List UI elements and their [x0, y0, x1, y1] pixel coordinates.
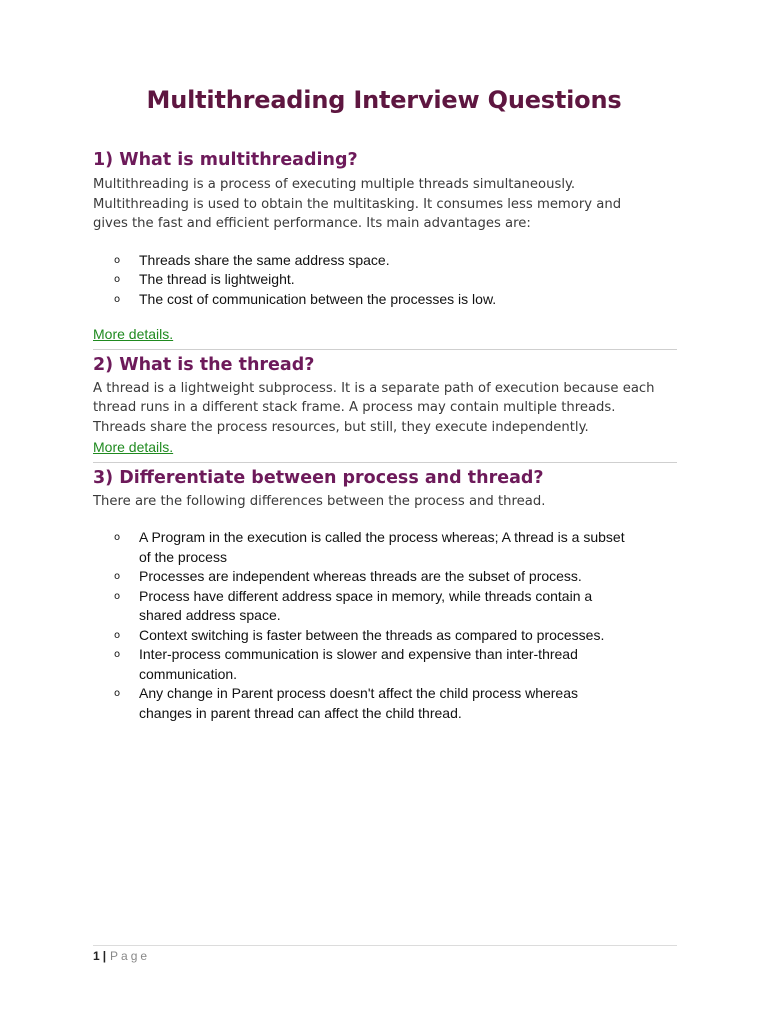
- advantages-list: [93, 251, 677, 310]
- question-3-heading: 3) Differentiate between process and thread?: [93, 467, 544, 488]
- question-1-paragraph: [93, 175, 677, 234]
- list-item: [93, 587, 677, 626]
- bullet-marker: o: [114, 590, 121, 602]
- list-item-text: Threads share the same address space.: [139, 251, 390, 268]
- list-item-text: Processes are independent whereas threads are the subset of process.: [139, 568, 582, 584]
- section-divider: [93, 462, 677, 463]
- more-details-link[interactable]: More details.: [93, 439, 174, 455]
- list-item: [93, 290, 677, 310]
- document-body: [93, 148, 677, 723]
- question-1-section: [93, 148, 677, 345]
- footer-divider: [93, 945, 677, 946]
- list-item-text: Any change in Parent process doesn't affect the child process whereas: [139, 685, 579, 701]
- question-2-paragraph: [93, 379, 677, 438]
- question-2-section: [93, 353, 677, 458]
- footer-separator: |: [102, 949, 107, 963]
- bullet-marker: o: [114, 293, 121, 305]
- page-label: Page: [110, 949, 151, 963]
- paragraph-line: Threads share the process resources, but still, they execute independently.: [93, 419, 589, 435]
- list-item-text: communication.: [139, 665, 238, 682]
- list-item-text: Process have different address space in memory, while threads contain a: [139, 587, 593, 604]
- list-item-text: Context switching is faster between the threads as compared to processes.: [139, 626, 605, 643]
- question-1-heading: 1) What is multithreading?: [93, 150, 358, 170]
- bullet-marker: o: [114, 571, 121, 582]
- list-item-text: The cost of communication between the processes is low.: [139, 290, 497, 307]
- list-item: [93, 567, 677, 587]
- question-2-heading: 2) What is the thread?: [93, 354, 315, 375]
- bullet-marker: o: [114, 649, 121, 660]
- bullet-marker: o: [114, 254, 121, 266]
- list-item: [93, 626, 677, 646]
- list-item-text: Inter-process communication is slower and expensive than inter-thread: [139, 646, 578, 662]
- bullet-marker: o: [114, 688, 121, 699]
- list-item-text: A Program in the execution is called the process whereas; A thread is a subset: [139, 529, 625, 545]
- paragraph-line: gives the fast and efficient performance. Its main advantages are:: [93, 216, 531, 231]
- list-item: [93, 528, 677, 567]
- list-item: [93, 645, 677, 684]
- list-item-text: of the process: [139, 548, 227, 565]
- bullet-marker: o: [114, 274, 121, 285]
- question-3-intro: There are the following differences between the process and thread.: [93, 493, 546, 509]
- paragraph-line: A thread is a lightweight subprocess. It is a separate path of execution because each: [93, 380, 655, 396]
- bullet-marker: o: [114, 629, 121, 641]
- document-title: Multithreading Interview Questions: [146, 86, 622, 114]
- list-item: [93, 684, 677, 723]
- paragraph-line: thread runs in a different stack frame. A process may contain multiple threads.: [93, 400, 616, 415]
- list-item: [93, 270, 677, 290]
- list-item-text: shared address space.: [139, 607, 281, 623]
- list-item-text: The thread is lightweight.: [139, 271, 295, 287]
- page-footer: [93, 949, 150, 963]
- bullet-marker: o: [114, 532, 121, 543]
- page-number: 1: [93, 949, 100, 963]
- differences-list: [93, 528, 677, 723]
- paragraph-line: Multithreading is a process of executing multiple threads simultaneously.: [93, 177, 576, 192]
- list-item-text: changes in parent thread can affect the child thread.: [139, 704, 462, 721]
- section-divider: [93, 349, 677, 350]
- question-3-section: [93, 466, 677, 724]
- more-details-link[interactable]: More details.: [93, 326, 174, 342]
- list-item: [93, 251, 677, 271]
- paragraph-line: Multithreading is used to obtain the multitasking. It consumes less memory and: [93, 196, 622, 212]
